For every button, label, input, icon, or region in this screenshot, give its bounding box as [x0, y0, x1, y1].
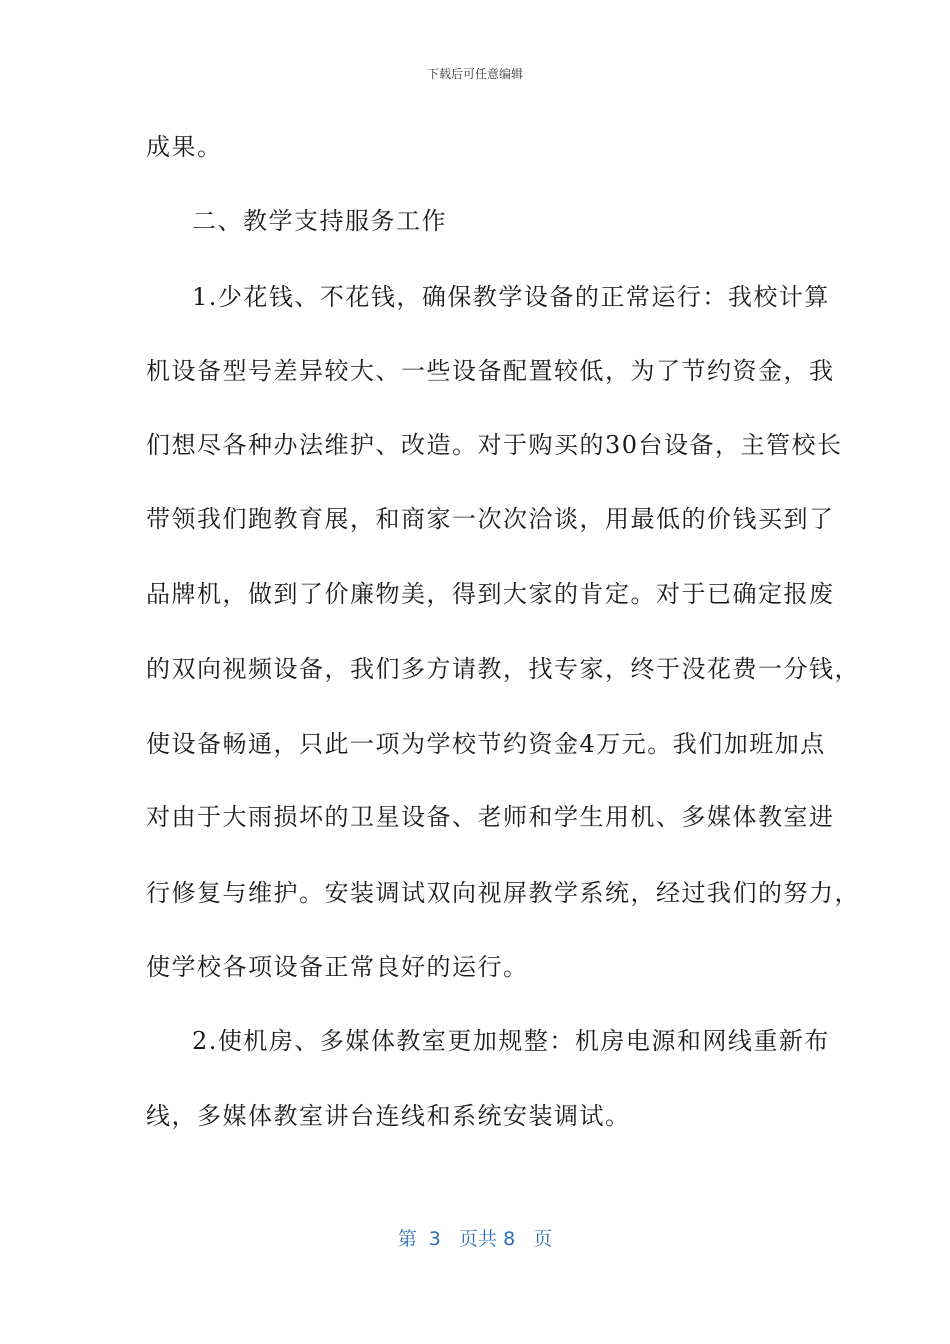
- footer-prefix: 第: [397, 1228, 417, 1250]
- page-header: 下载后可任意编辑: [426, 67, 523, 81]
- text-line: 使学校各项设备正常良好的运行。: [146, 953, 529, 981]
- text-line: 使设备畅通，只此一项为学校节约资金4万元。我们加班加点: [146, 730, 826, 758]
- text-line: 线，多媒体教室讲台连线和系统安装调试。: [146, 1102, 631, 1130]
- text-line: 行修复与维护。安装调试双向视屏教学系统，经过我们的努力，: [146, 879, 860, 907]
- footer-current-page: 3: [428, 1228, 441, 1250]
- text-line: 品牌机，做到了价廉物美，得到大家的肯定。对于已确定报废: [146, 580, 835, 608]
- text-line: 们想尽各种办法维护、改造。对于购买的30台设备，主管校长: [146, 431, 843, 459]
- text-line: 成果。: [146, 133, 223, 161]
- section-heading: 二、教学支持服务工作: [192, 207, 447, 235]
- text-line: 1.少花钱、不花钱，确保教学设备的正常运行：我校计算: [192, 283, 830, 311]
- text-line: 2.使机房、多媒体教室更加规整：机房电源和网线重新布: [192, 1027, 830, 1055]
- page-footer: [0, 1226, 950, 1252]
- text-line: 对由于大雨损坏的卫星设备、老师和学生用机、多媒体教室进: [146, 803, 835, 831]
- footer-middle: 页共: [459, 1228, 498, 1250]
- text-line: 带领我们跑教育展，和商家一次次洽谈，用最低的价钱买到了: [146, 505, 835, 533]
- footer-total-pages: 8: [503, 1228, 516, 1250]
- text-line: 机设备型号差异较大、一些设备配置较低，为了节约资金，我: [146, 357, 835, 385]
- footer-suffix: 页: [533, 1228, 553, 1250]
- text-line: 的双向视频设备，我们多方请教，找专家，终于没花费一分钱，: [146, 655, 860, 683]
